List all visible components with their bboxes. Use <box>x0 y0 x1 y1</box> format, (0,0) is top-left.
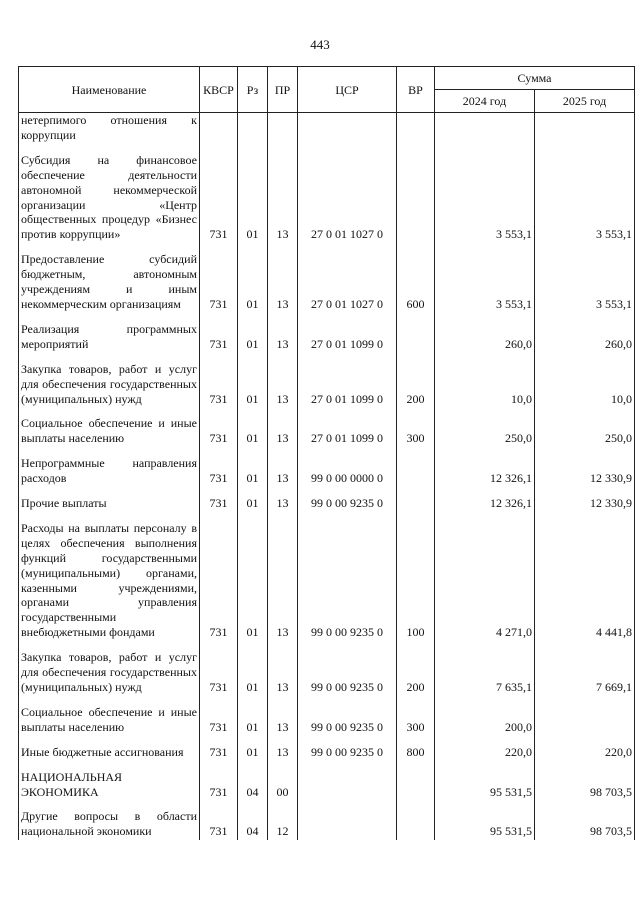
header-name: Наименование <box>19 67 200 113</box>
cell-pr: 13 <box>268 641 298 696</box>
cell-pr: 12 <box>268 800 298 840</box>
cell-csr: 99 0 00 9235 0 <box>298 736 397 761</box>
cell-pr: 13 <box>268 696 298 736</box>
cell-vr <box>397 447 435 487</box>
cell-sum-2024: 4 271,0 <box>435 512 535 641</box>
header-pr: ПР <box>268 67 298 113</box>
table-row <box>19 113 635 144</box>
cell-pr: 13 <box>268 144 298 243</box>
table-row <box>19 487 635 512</box>
cell-pr <box>268 113 298 144</box>
table-row <box>19 761 635 801</box>
cell-kvsr: 731 <box>200 353 238 408</box>
cell-vr <box>397 800 435 840</box>
table-row <box>19 407 635 447</box>
cell-rz: 01 <box>238 447 268 487</box>
table-row <box>19 243 635 313</box>
cell-csr: 99 0 00 0000 0 <box>298 447 397 487</box>
header-kvsr: КВСР <box>200 67 238 113</box>
cell-rz <box>238 113 268 144</box>
cell-name: Иные бюджетные ассигнования <box>19 736 200 761</box>
table-row <box>19 353 635 408</box>
cell-sum-2025: 260,0 <box>535 313 635 353</box>
cell-sum-2025: 98 703,5 <box>535 761 635 801</box>
table-body <box>19 113 635 841</box>
table-row <box>19 447 635 487</box>
header-sum: Сумма <box>435 67 635 90</box>
cell-sum-2024: 250,0 <box>435 407 535 447</box>
cell-kvsr: 731 <box>200 447 238 487</box>
cell-pr: 13 <box>268 353 298 408</box>
cell-sum-2025: 12 330,9 <box>535 487 635 512</box>
cell-pr: 13 <box>268 407 298 447</box>
cell-sum-2024: 95 531,5 <box>435 761 535 801</box>
cell-vr <box>397 113 435 144</box>
header-vr: ВР <box>397 67 435 113</box>
cell-name: Другие вопросы в области национальной экономики <box>19 800 200 840</box>
cell-rz: 01 <box>238 243 268 313</box>
cell-vr: 200 <box>397 641 435 696</box>
cell-sum-2025: 4 441,8 <box>535 512 635 641</box>
cell-csr <box>298 800 397 840</box>
cell-csr: 99 0 00 9235 0 <box>298 512 397 641</box>
cell-rz: 01 <box>238 144 268 243</box>
cell-name: Предоставление субсидий бюджетным, автономным учреждениям и иным некоммерческим организациям <box>19 243 200 313</box>
cell-vr <box>397 487 435 512</box>
cell-sum-2025: 3 553,1 <box>535 144 635 243</box>
cell-kvsr: 731 <box>200 487 238 512</box>
cell-sum-2025: 250,0 <box>535 407 635 447</box>
cell-vr <box>397 761 435 801</box>
table-row <box>19 144 635 243</box>
cell-csr <box>298 113 397 144</box>
cell-sum-2024: 12 326,1 <box>435 487 535 512</box>
header-year-2025: 2025 год <box>535 90 635 113</box>
cell-sum-2024: 3 553,1 <box>435 144 535 243</box>
cell-vr: 100 <box>397 512 435 641</box>
cell-pr: 13 <box>268 512 298 641</box>
cell-sum-2024: 7 635,1 <box>435 641 535 696</box>
cell-rz: 04 <box>238 761 268 801</box>
cell-rz: 01 <box>238 512 268 641</box>
cell-kvsr: 731 <box>200 641 238 696</box>
cell-rz: 01 <box>238 407 268 447</box>
cell-pr: 00 <box>268 761 298 801</box>
cell-sum-2025 <box>535 696 635 736</box>
cell-kvsr: 731 <box>200 761 238 801</box>
cell-sum-2024: 95 531,5 <box>435 800 535 840</box>
cell-pr: 13 <box>268 447 298 487</box>
cell-name: Расходы на выплаты персоналу в целях обеспечения выполнения функций государственными (муниципальными) органами, казенными учреждениями, органами управления государственными внебюджетными фондами <box>19 512 200 641</box>
cell-kvsr: 731 <box>200 407 238 447</box>
cell-rz: 01 <box>238 641 268 696</box>
cell-kvsr: 731 <box>200 736 238 761</box>
cell-rz: 01 <box>238 353 268 408</box>
header-year-2024: 2024 год <box>435 90 535 113</box>
budget-table <box>18 66 635 840</box>
cell-sum-2024: 12 326,1 <box>435 447 535 487</box>
cell-sum-2025: 10,0 <box>535 353 635 408</box>
cell-name: Реализация программных мероприятий <box>19 313 200 353</box>
table-row <box>19 641 635 696</box>
cell-csr: 27 0 01 1027 0 <box>298 243 397 313</box>
table-row <box>19 800 635 840</box>
cell-vr: 300 <box>397 407 435 447</box>
cell-name: Прочие выплаты <box>19 487 200 512</box>
cell-pr: 13 <box>268 313 298 353</box>
cell-rz: 01 <box>238 487 268 512</box>
cell-name: Непрограммные направления расходов <box>19 447 200 487</box>
cell-csr: 27 0 01 1099 0 <box>298 407 397 447</box>
cell-sum-2025 <box>535 113 635 144</box>
table-row <box>19 696 635 736</box>
cell-name: нетерпимого отношения к коррупции <box>19 113 200 144</box>
cell-vr: 200 <box>397 353 435 408</box>
cell-sum-2024: 260,0 <box>435 313 535 353</box>
cell-kvsr: 731 <box>200 696 238 736</box>
cell-csr: 99 0 00 9235 0 <box>298 487 397 512</box>
cell-pr: 13 <box>268 487 298 512</box>
cell-kvsr: 731 <box>200 800 238 840</box>
cell-csr: 27 0 01 1099 0 <box>298 313 397 353</box>
cell-csr: 27 0 01 1027 0 <box>298 144 397 243</box>
cell-csr <box>298 761 397 801</box>
cell-sum-2025: 98 703,5 <box>535 800 635 840</box>
cell-vr <box>397 144 435 243</box>
cell-pr: 13 <box>268 736 298 761</box>
page-number: 443 <box>310 37 330 52</box>
cell-csr: 99 0 00 9235 0 <box>298 641 397 696</box>
cell-sum-2025: 220,0 <box>535 736 635 761</box>
cell-kvsr: 731 <box>200 144 238 243</box>
cell-vr: 800 <box>397 736 435 761</box>
cell-vr: 300 <box>397 696 435 736</box>
table-row <box>19 736 635 761</box>
cell-sum-2025: 7 669,1 <box>535 641 635 696</box>
cell-sum-2024 <box>435 113 535 144</box>
cell-name: Социальное обеспечение и иные выплаты населению <box>19 696 200 736</box>
cell-sum-2025: 3 553,1 <box>535 243 635 313</box>
cell-kvsr: 731 <box>200 512 238 641</box>
cell-kvsr <box>200 113 238 144</box>
cell-sum-2024: 200,0 <box>435 696 535 736</box>
cell-sum-2024: 220,0 <box>435 736 535 761</box>
cell-sum-2025: 12 330,9 <box>535 447 635 487</box>
cell-kvsr: 731 <box>200 243 238 313</box>
cell-name: Закупка товаров, работ и услуг для обеспечения государственных (муниципальных) нужд <box>19 353 200 408</box>
header-csr: ЦСР <box>298 67 397 113</box>
cell-kvsr: 731 <box>200 313 238 353</box>
cell-vr <box>397 313 435 353</box>
cell-rz: 01 <box>238 736 268 761</box>
header-rz: Рз <box>238 67 268 113</box>
cell-name: Социальное обеспечение и иные выплаты населению <box>19 407 200 447</box>
cell-rz: 01 <box>238 696 268 736</box>
cell-name: НАЦИОНАЛЬНАЯ ЭКОНОМИКА <box>19 761 200 801</box>
cell-csr: 99 0 00 9235 0 <box>298 696 397 736</box>
cell-rz: 04 <box>238 800 268 840</box>
cell-sum-2024: 3 553,1 <box>435 243 535 313</box>
cell-name: Субсидия на финансовое обеспечение деятельности автономной некоммерческой организации «Центр общественных процедур «Бизнес против коррупции» <box>19 144 200 243</box>
cell-pr: 13 <box>268 243 298 313</box>
table-row <box>19 313 635 353</box>
table-row <box>19 512 635 641</box>
cell-name: Закупка товаров, работ и услуг для обеспечения государственных (муниципальных) нужд <box>19 641 200 696</box>
cell-csr: 27 0 01 1099 0 <box>298 353 397 408</box>
cell-vr: 600 <box>397 243 435 313</box>
cell-rz: 01 <box>238 313 268 353</box>
cell-sum-2024: 10,0 <box>435 353 535 408</box>
